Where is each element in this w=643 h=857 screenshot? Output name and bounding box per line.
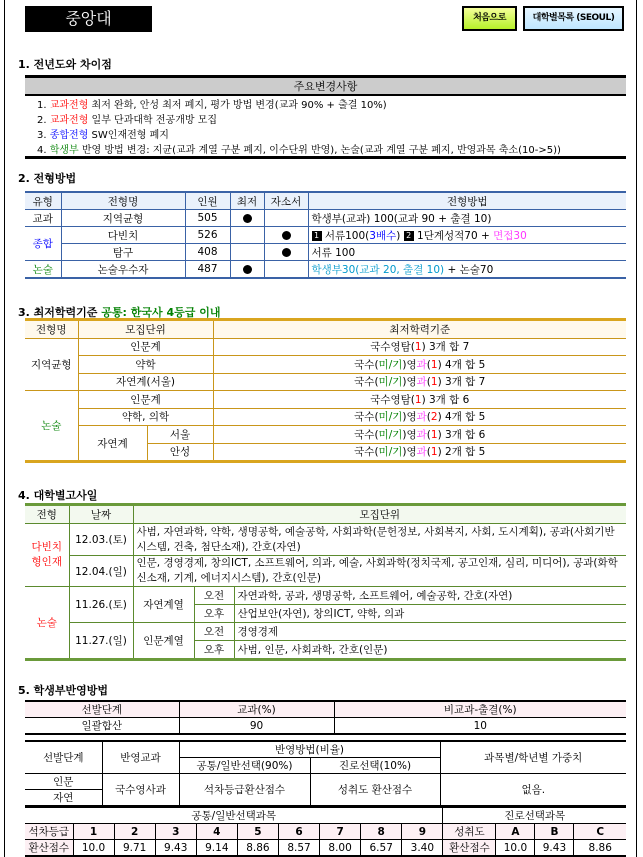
grade-label: 석차등급 bbox=[25, 824, 73, 840]
grade-header: 2 bbox=[114, 824, 155, 840]
table-row bbox=[25, 244, 626, 261]
grade-score-cell: 8.57 bbox=[278, 840, 319, 857]
text-segment: ) 4개 합 5 bbox=[437, 411, 486, 424]
count-cell: 408 bbox=[185, 244, 230, 261]
table-row bbox=[25, 261, 626, 279]
text-segment: ) 2개 합 5 bbox=[437, 446, 486, 459]
bullet-icon bbox=[243, 265, 252, 274]
text-segment: 학생부 bbox=[49, 145, 79, 156]
text-segment: 과 bbox=[416, 358, 427, 371]
achievement-label: 성취도 bbox=[443, 824, 496, 840]
text-segment: 국수( bbox=[354, 358, 379, 371]
stage-cell: 일괄합산 bbox=[25, 718, 179, 735]
common-title: 공통/일반선택과목 bbox=[25, 807, 443, 824]
record-method-table bbox=[25, 740, 626, 807]
unit-cell: 자연계(서울) bbox=[78, 373, 213, 391]
text-segment: 과 bbox=[416, 376, 427, 389]
text-segment: 1 bbox=[414, 341, 422, 354]
section-title: 3. 최저학력기준 bbox=[18, 306, 98, 319]
text-segment: 2 bbox=[430, 411, 438, 424]
change-item bbox=[25, 141, 626, 158]
grade-header: 8 bbox=[361, 824, 402, 840]
count-cell: 526 bbox=[185, 227, 230, 244]
grade-header: 9 bbox=[402, 824, 443, 840]
grade-header: 6 bbox=[278, 824, 319, 840]
level-header: A bbox=[496, 824, 535, 840]
method-cell bbox=[308, 244, 626, 261]
text-segment: )영 bbox=[402, 446, 417, 459]
units-cell: 자연과학, 공과, 생명공학, 소프트웨어, 예술공학, 간호(자연) bbox=[234, 587, 626, 605]
col-stage: 선발단계 bbox=[25, 701, 179, 718]
method-cell bbox=[308, 227, 626, 244]
text-segment: 반영 방법 변경: 지균(교과 계열 구분 폐지, 이수단위 반영), 논술(교과 계열 구분 폐지, 반영과목 축소(10->5)) bbox=[78, 145, 561, 156]
name-cell: 논술우수자 bbox=[61, 261, 185, 279]
col-method: 반영방법(비율) bbox=[179, 741, 440, 758]
text-segment: 교과전형 bbox=[49, 100, 89, 111]
unit-cell: 약학, 의학 bbox=[78, 408, 213, 426]
text-segment: ( bbox=[426, 411, 431, 424]
grade-header: 3 bbox=[155, 824, 196, 840]
units-cell: 인문, 경영경제, 창의ICT, 소프트웨어, 의과, 예술, 사회과학(정치국제, 공고인재, 심리, 미디어), 공과(화학신소재, 기계, 에너지시스템), 간호(인문) bbox=[133, 556, 626, 587]
text-segment: 미/기 bbox=[378, 411, 403, 424]
unit-cell: 인문계 bbox=[78, 391, 213, 409]
grade-header: 7 bbox=[320, 824, 361, 840]
section-heading-record: 5. 학생부반영방법 bbox=[18, 684, 109, 697]
text-segment: 1 bbox=[430, 376, 438, 389]
table-row bbox=[25, 210, 626, 227]
col-attendance-pct: 비교과-출결(%) bbox=[334, 701, 626, 718]
name-cell: 탐구 bbox=[61, 244, 185, 261]
type-line: 형인재 bbox=[31, 556, 62, 568]
level-score-cell: 10.0 bbox=[496, 840, 535, 857]
col-date: 날짜 bbox=[69, 505, 133, 524]
text-segment: 서류100( bbox=[321, 229, 370, 242]
grade-score-cell: 10.0 bbox=[73, 840, 114, 857]
date-cell: 11.26.(토) bbox=[69, 587, 133, 623]
col-count: 인원 bbox=[185, 192, 230, 210]
col-subject: 반영교과 bbox=[102, 741, 179, 774]
session-cell: 오전 bbox=[194, 587, 234, 605]
text-segment: 미/기 bbox=[378, 428, 403, 441]
text-segment: ( bbox=[426, 446, 431, 459]
session-cell: 오전 bbox=[194, 623, 234, 641]
subunit-cell: 서울 bbox=[147, 426, 213, 444]
text-segment: 1 bbox=[430, 358, 438, 371]
type-cell: 교과 bbox=[25, 210, 61, 227]
type-cell: 논술 bbox=[25, 587, 69, 660]
career-title: 진로선택과목 bbox=[443, 807, 626, 824]
grade-header: 4 bbox=[196, 824, 237, 840]
score-label: 환산점수 bbox=[25, 840, 73, 857]
section-heading-methods: 2. 전형방법 bbox=[18, 172, 77, 185]
date-cell: 12.04.(일) bbox=[69, 556, 133, 587]
text-segment: ) 3개 합 7 bbox=[421, 341, 470, 354]
subject-cell: 국수영사과 bbox=[102, 774, 179, 807]
changes-table bbox=[25, 75, 626, 159]
record-ratio-table bbox=[25, 700, 626, 735]
session-cell: 오후 bbox=[194, 641, 234, 660]
subject-pct-cell: 90 bbox=[179, 718, 334, 735]
weight-cell: 없음. bbox=[440, 774, 626, 807]
text-segment: 면접30 bbox=[493, 229, 527, 242]
step-number-badge: 2 bbox=[404, 231, 414, 241]
level-score-cell: 9.43 bbox=[535, 840, 574, 857]
text-segment: 학생부(교과) 100(교과 90 + 출결 10) bbox=[311, 212, 492, 225]
text-segment: 1 bbox=[430, 446, 438, 459]
session-cell: 오후 bbox=[194, 605, 234, 623]
track-cell: 자연계열 bbox=[133, 587, 194, 623]
university-list-button[interactable]: 대학별목록 (SEOUL) bbox=[523, 6, 624, 31]
text-segment: 국수( bbox=[354, 411, 379, 424]
col-unit: 모집단위 bbox=[78, 320, 213, 339]
units-cell: 경영경제 bbox=[234, 623, 626, 641]
grade-score-cell: 9.14 bbox=[196, 840, 237, 857]
text-segment: 국수( bbox=[354, 376, 379, 389]
text-segment: 교과전형 bbox=[49, 115, 89, 126]
method-cell bbox=[308, 210, 626, 227]
text-segment: 과 bbox=[416, 446, 427, 459]
count-cell: 505 bbox=[185, 210, 230, 227]
level-header: B bbox=[535, 824, 574, 840]
text-segment: 1 bbox=[430, 428, 438, 441]
text-segment: 국수( bbox=[354, 446, 379, 459]
criteria-cell bbox=[213, 373, 626, 391]
col-name: 전형명 bbox=[61, 192, 185, 210]
text-segment: ( bbox=[426, 376, 431, 389]
criteria-cell bbox=[213, 443, 626, 462]
text-segment: 4. bbox=[37, 145, 50, 156]
text-segment: ) bbox=[396, 229, 404, 242]
text-segment: 3. bbox=[37, 130, 50, 141]
col-common: 공통/일반선택(90%) bbox=[179, 758, 310, 774]
grade-score-cell: 3.40 bbox=[402, 840, 443, 857]
text-segment: ) 3개 합 6 bbox=[437, 428, 486, 441]
text-segment: 미/기 bbox=[378, 358, 403, 371]
text-segment: 1. bbox=[37, 100, 50, 111]
admission-methods-table bbox=[25, 191, 626, 279]
grade-score-cell: 6.57 bbox=[361, 840, 402, 857]
col-method: 전형방법 bbox=[308, 192, 626, 210]
common-cell: 석차등급환산점수 bbox=[179, 774, 310, 807]
text-segment: 2. bbox=[37, 115, 50, 126]
level-score-cell: 8.86 bbox=[574, 840, 626, 857]
col-career: 진로선택(10%) bbox=[310, 758, 440, 774]
page-border-right bbox=[636, 0, 637, 857]
criteria-cell bbox=[213, 408, 626, 426]
stage-cell: 인문 bbox=[25, 774, 102, 790]
text-segment: ) 3개 합 7 bbox=[437, 376, 486, 389]
text-segment: 3배수 bbox=[369, 229, 397, 242]
name-cell: 지역균형 bbox=[61, 210, 185, 227]
text-segment: ( bbox=[410, 341, 415, 354]
group-cell: 지역균형 bbox=[25, 338, 78, 391]
text-segment: ( bbox=[426, 428, 431, 441]
change-item bbox=[25, 126, 626, 141]
grade-score-cell: 9.71 bbox=[114, 840, 155, 857]
track-cell: 인문계열 bbox=[133, 623, 194, 660]
section-heading-exam-dates: 4. 대학별고사일 bbox=[18, 489, 98, 502]
text-segment: 과 bbox=[416, 428, 427, 441]
minimum-note: 공통: 한국사 4등급 이내 bbox=[101, 306, 221, 319]
page-border-left bbox=[4, 0, 5, 857]
unit-cell: 약학 bbox=[78, 356, 213, 374]
bullet-icon bbox=[243, 214, 252, 223]
grade-header: 1 bbox=[73, 824, 114, 840]
text-segment: 1 bbox=[414, 393, 422, 406]
type-cell bbox=[25, 524, 69, 587]
method-cell bbox=[308, 261, 626, 279]
text-segment: )영 bbox=[402, 428, 417, 441]
level-header: C bbox=[574, 824, 626, 840]
table-row bbox=[25, 227, 626, 244]
text-segment: ( bbox=[410, 393, 415, 406]
text-segment: 서류 100 bbox=[311, 246, 356, 259]
count-cell: 487 bbox=[185, 261, 230, 279]
col-weight: 과목별/학년별 가중치 bbox=[440, 741, 626, 774]
units-cell: 산업보안(자연), 창의ICT, 약학, 의과 bbox=[234, 605, 626, 623]
text-segment: 국수( bbox=[354, 428, 379, 441]
col-stage: 선발단계 bbox=[25, 741, 102, 774]
text-segment: 학생부30(교과 20, 출결 10) bbox=[311, 263, 445, 276]
university-title: 중앙대 bbox=[25, 6, 152, 32]
text-segment: ) 3개 합 6 bbox=[421, 393, 470, 406]
bullet-icon bbox=[282, 231, 291, 240]
text-segment: 최저 완화, 안성 최저 폐지, 평가 방법 변경(교과 90% + 출결 10%) bbox=[88, 100, 387, 111]
col-units: 모집단위 bbox=[133, 505, 626, 524]
criteria-cell bbox=[213, 356, 626, 374]
type-cell: 종합 bbox=[25, 227, 61, 261]
section-heading-changes: 1. 전년도와 차이점 bbox=[18, 58, 112, 71]
text-segment: 종합전형 bbox=[49, 130, 89, 141]
subunit-cell: 안성 bbox=[147, 443, 213, 462]
text-segment: 일부 단과대학 전공개방 모집 bbox=[88, 115, 218, 126]
date-cell: 11.27.(일) bbox=[69, 623, 133, 660]
stage-cell: 자연 bbox=[25, 790, 102, 807]
unit-cell: 자연계 bbox=[78, 426, 147, 462]
text-segment: SW인재전형 폐지 bbox=[88, 130, 169, 141]
change-item bbox=[25, 111, 626, 126]
text-segment: 국수영탐 bbox=[370, 341, 411, 354]
unit-cell: 인문계 bbox=[78, 338, 213, 356]
col-essay: 자소서 bbox=[264, 192, 308, 210]
units-cell: 사범, 인문, 사회과학, 간호(인문) bbox=[234, 641, 626, 660]
minimum-criteria-table bbox=[25, 318, 626, 463]
text-segment: ( bbox=[426, 358, 431, 371]
text-segment: )영 bbox=[402, 376, 417, 389]
change-item bbox=[25, 95, 626, 111]
text-segment: 1단계성적70 + bbox=[413, 229, 494, 242]
type-cell: 논술 bbox=[25, 261, 61, 279]
changes-header: 주요변경사항 bbox=[25, 77, 626, 96]
attendance-pct-cell: 10 bbox=[334, 718, 626, 735]
type-line: 다빈치 bbox=[31, 541, 62, 553]
text-segment: + 논술70 bbox=[444, 263, 494, 276]
text-segment: ) 4개 합 5 bbox=[437, 358, 486, 371]
col-type: 전형 bbox=[25, 505, 69, 524]
col-minimum: 최저 bbox=[230, 192, 264, 210]
bullet-icon bbox=[282, 248, 291, 257]
step-number-badge: 1 bbox=[312, 231, 322, 241]
criteria-cell bbox=[213, 426, 626, 444]
grade-score-cell: 8.00 bbox=[320, 840, 361, 857]
criteria-cell bbox=[213, 391, 626, 409]
text-segment: 미/기 bbox=[378, 446, 403, 459]
name-cell: 다빈치 bbox=[61, 227, 185, 244]
col-subject-pct: 교과(%) bbox=[179, 701, 334, 718]
text-segment: 과 bbox=[416, 411, 427, 424]
grade-score-cell: 8.86 bbox=[237, 840, 278, 857]
score-label: 환산점수 bbox=[443, 840, 496, 857]
units-cell: 사범, 자연과학, 약학, 생명공학, 예술공학, 사회과학(문헌정보, 사회복지, 사회, 도시계획), 공과(사회기반시스템, 건축, 첨단소재), 간호(자연) bbox=[133, 524, 626, 556]
criteria-cell bbox=[213, 338, 626, 356]
home-button[interactable]: 처음으로 bbox=[462, 6, 517, 31]
text-segment: )영 bbox=[402, 411, 417, 424]
text-segment: )영 bbox=[402, 358, 417, 371]
grade-score-cell: 9.43 bbox=[155, 840, 196, 857]
exam-dates-table bbox=[25, 503, 626, 661]
text-segment: 국수영탐 bbox=[370, 393, 411, 406]
text-segment: 미/기 bbox=[378, 376, 403, 389]
col-name: 전형명 bbox=[25, 320, 78, 339]
group-cell: 논술 bbox=[25, 391, 78, 462]
col-type: 유형 bbox=[25, 192, 61, 210]
career-cell: 성취도 환산점수 bbox=[310, 774, 440, 807]
score-conversion-table bbox=[25, 806, 626, 857]
date-cell: 12.03.(토) bbox=[69, 524, 133, 556]
col-criteria: 최저학력기준 bbox=[213, 320, 626, 339]
grade-header: 5 bbox=[237, 824, 278, 840]
